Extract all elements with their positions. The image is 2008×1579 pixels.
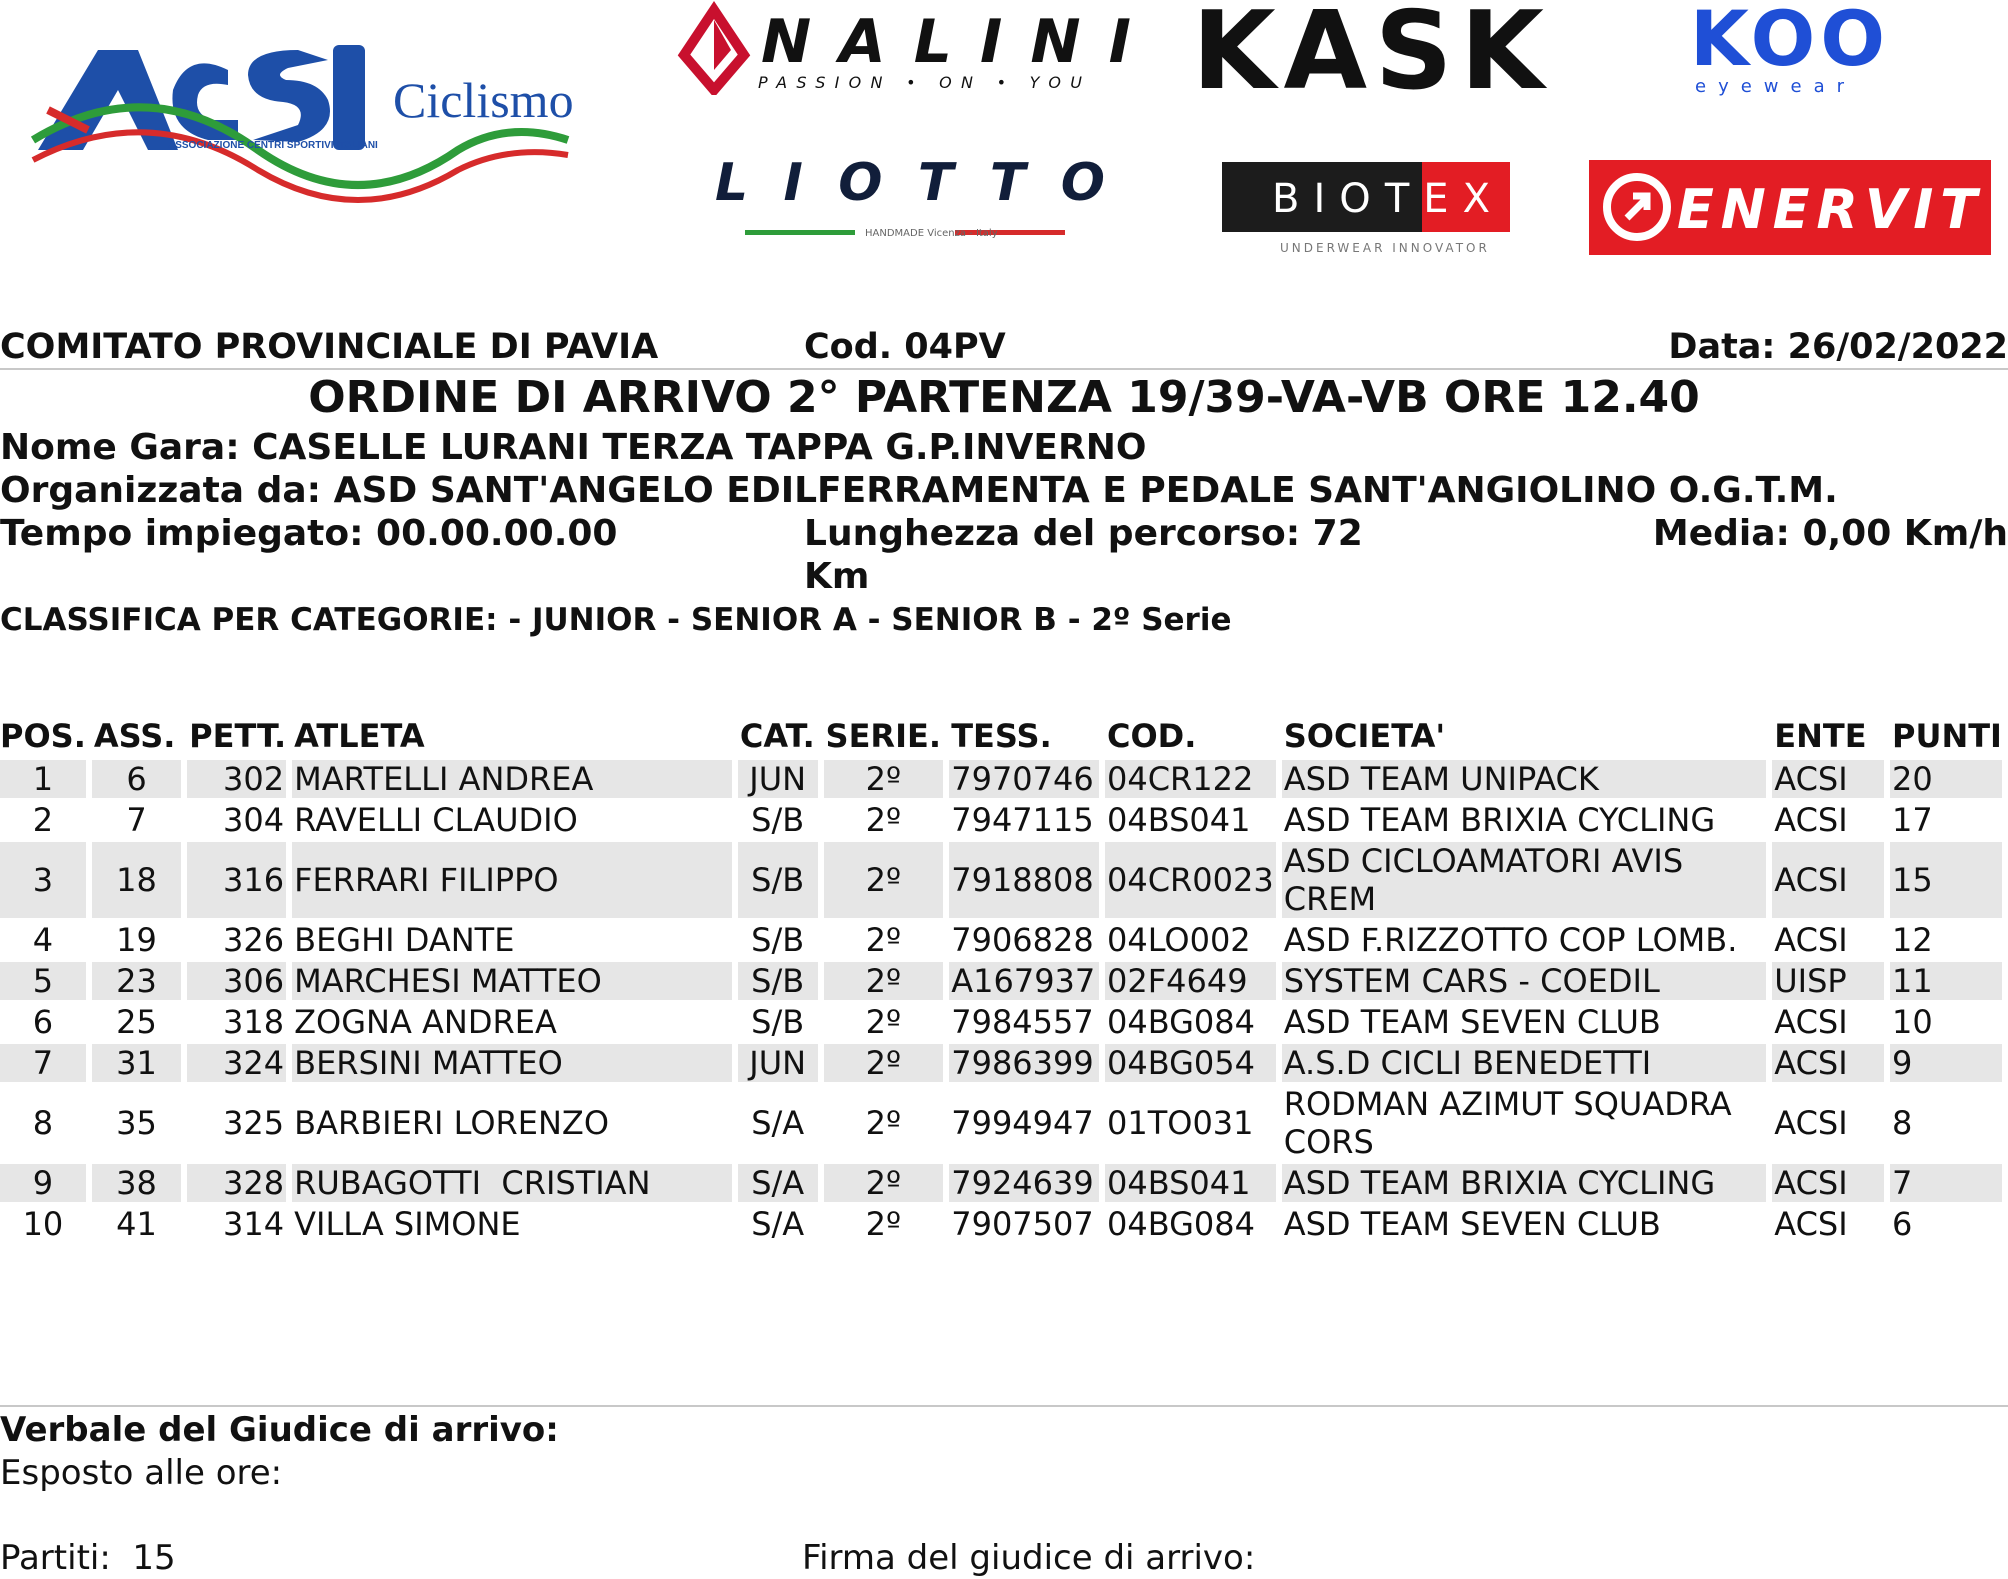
cell-ass: 19 <box>116 921 157 959</box>
cell-cat: S/B <box>738 962 818 1000</box>
cell-cod: 04CR122 <box>1105 760 1276 798</box>
cell-tess: 7947115 <box>951 801 1094 839</box>
elapsed-time: Tempo impiegato: 00.00.00.00 <box>0 513 618 554</box>
cell-pos: 1 <box>0 760 86 798</box>
cell-cod: 04LO002 <box>1106 921 1251 959</box>
cell-ente: ACSI <box>1772 1044 1884 1082</box>
cell-serie: 2º <box>824 842 944 918</box>
firma-label: Firma del giudice di arrivo: <box>802 1538 1256 1578</box>
col-ass: ASS. <box>93 717 176 755</box>
cell-pos: 7 <box>0 1044 86 1082</box>
race-name: Nome Gara: CASELLE LURANI TERZA TAPPA G.P.INVERNO <box>0 427 1147 468</box>
table-row <box>0 1085 2002 1161</box>
cell-atleta: MARTELLI ANDREA <box>292 760 732 798</box>
verbale-label: Verbale del Giudice di arrivo: <box>0 1410 559 1450</box>
cell-cod: 04BG054 <box>1105 1044 1276 1082</box>
cell-societa: SYSTEM CARS - COEDIL <box>1282 962 1767 1000</box>
cell-cod: 04BG084 <box>1106 1003 1255 1041</box>
cell-tess: 7924639 <box>949 1164 1099 1202</box>
cell-ass: 41 <box>116 1205 157 1243</box>
cell-punti: 20 <box>1890 760 2002 798</box>
page-title: ORDINE DI ARRIVO 2° PARTENZA 19/39-VA-VB ORE 12.40 <box>308 372 1700 423</box>
cell-pett: 314 <box>223 1205 285 1243</box>
cell-cat: S/B <box>751 801 805 839</box>
cell-tess: 7984557 <box>951 1003 1094 1041</box>
cell-serie: 2º <box>824 962 944 1000</box>
col-atleta: ATLETA <box>294 717 425 755</box>
cell-tess: 7986399 <box>949 1044 1099 1082</box>
cell-serie: 2º <box>824 1044 944 1082</box>
cell-cod: 04BS041 <box>1105 1164 1276 1202</box>
cell-ass: 25 <box>116 1003 157 1041</box>
cell-cod: 04BS041 <box>1106 801 1251 839</box>
cell-cat: S/B <box>738 842 818 918</box>
cell-ass: 35 <box>116 1104 157 1142</box>
course-length-unit: Km <box>804 556 870 597</box>
cell-serie: 2º <box>865 1003 902 1041</box>
col-tess: TESS. <box>951 717 1052 755</box>
cell-societa: ASD TEAM SEVEN CLUB <box>1283 1205 1661 1243</box>
cell-punti: 11 <box>1890 962 2002 1000</box>
svg-text:PASSION • ON • YOU: PASSION • ON • YOU <box>758 73 1088 92</box>
cell-societa: ASD TEAM SEVEN CLUB <box>1283 1003 1661 1041</box>
cell-atleta: VILLA SIMONE <box>294 1205 521 1243</box>
cell-pett: 304 <box>223 801 285 839</box>
svg-text:KASK: KASK <box>1192 0 1544 95</box>
cell-pett: 328 <box>187 1164 286 1202</box>
cell-tess: 7907507 <box>951 1205 1094 1243</box>
svg-text:UNDERWEAR INNOVATOR: UNDERWEAR INNOVATOR <box>1280 241 1490 255</box>
cell-pos: 6 <box>32 1003 54 1041</box>
cell-pos: 8 <box>32 1104 54 1142</box>
biotex-logo <box>1222 162 1510 258</box>
cell-pett: 316 <box>187 842 286 918</box>
col-serie: SERIE. <box>825 717 941 755</box>
cell-atleta: RAVELLI CLAUDIO <box>294 801 578 839</box>
cell-atleta: MARCHESI MATTEO <box>292 962 732 1000</box>
cell-cod: 01TO031 <box>1106 1104 1254 1142</box>
cell-ente: ACSI <box>1772 1164 1884 1202</box>
cell-societa: A.S.D CICLI BENEDETTI <box>1282 1044 1767 1082</box>
table-row <box>0 760 2002 798</box>
cell-serie: 2º <box>824 1164 944 1202</box>
col-cod: COD. <box>1106 717 1197 755</box>
cell-punti: 10 <box>1892 1003 1933 1041</box>
svg-text:KOO: KOO <box>1690 0 1885 83</box>
cell-cat: S/A <box>751 1104 805 1142</box>
cell-cod: 04BG084 <box>1106 1205 1255 1243</box>
cell-cat: S/B <box>751 1003 805 1041</box>
cell-cat: S/B <box>751 921 805 959</box>
cell-punti: 17 <box>1892 801 1933 839</box>
cell-tess: 7918808 <box>949 842 1099 918</box>
cell-cat: S/A <box>751 1205 805 1243</box>
cell-serie: 2º <box>865 801 902 839</box>
cell-serie: 2º <box>865 921 902 959</box>
classification-title: CLASSIFICA PER CATEGORIE: - JUNIOR - SENIOR A - SENIOR B - 2º Serie <box>0 602 1232 638</box>
cell-ente: ACSI <box>1772 842 1884 918</box>
cell-tess: 7970746 <box>949 760 1099 798</box>
cell-pett: 326 <box>223 921 285 959</box>
cell-ente: ACSI <box>1774 1104 1848 1142</box>
cell-societa: RODMAN AZIMUT SQUADRA CORS <box>1283 1085 1732 1161</box>
cell-ente: ACSI <box>1774 1205 1848 1243</box>
cell-societa: ASD TEAM BRIXIA CYCLING <box>1283 801 1716 839</box>
cell-tess: 7906828 <box>951 921 1094 959</box>
enervit-logo <box>1589 160 1991 255</box>
table-row <box>0 1044 2002 1082</box>
col-cat: CAT. <box>739 717 815 755</box>
svg-text:BIOTEX: BIOTEX <box>1272 176 1490 222</box>
kask-logo <box>1192 0 1552 95</box>
cell-tess: A167937 <box>949 962 1099 1000</box>
cell-pos: 10 <box>22 1205 64 1243</box>
cell-ass: 18 <box>92 842 181 918</box>
cell-ente: ACSI <box>1774 921 1848 959</box>
cell-cat: JUN <box>738 760 818 798</box>
cell-pett: 302 <box>187 760 286 798</box>
cell-serie: 2º <box>824 760 944 798</box>
col-punti: PUNTI <box>1892 717 2002 755</box>
cell-ente: ACSI <box>1772 760 1884 798</box>
cell-pos: 9 <box>0 1164 86 1202</box>
header-divider <box>0 368 2008 370</box>
svg-text:eyewear: eyewear <box>1695 76 1857 97</box>
koo-logo <box>1690 0 1890 100</box>
cell-pett: 306 <box>187 962 286 1000</box>
svg-text:NALINI: NALINI <box>761 7 1131 77</box>
cell-atleta: FERRARI FILIPPO <box>292 842 732 918</box>
cell-atleta: BARBIERI LORENZO <box>294 1104 610 1142</box>
acsi-ciclismo-logo <box>28 30 608 230</box>
organizer: Organizzata da: ASD SANT'ANGELO EDILFERRAMENTA E PEDALE SANT'ANGIOLINO O.G.T.M. <box>0 470 1838 511</box>
cell-pos: 3 <box>0 842 86 918</box>
footer-divider <box>0 1405 2008 1407</box>
cell-ass: 31 <box>92 1044 181 1082</box>
col-ente: ENTE <box>1774 717 1867 755</box>
cell-ente: ACSI <box>1774 801 1848 839</box>
cell-pos: 4 <box>32 921 54 959</box>
cell-ass: 7 <box>126 801 147 839</box>
cell-cod: 04CR0023 <box>1105 842 1276 918</box>
svg-text:ENERVIT: ENERVIT <box>1677 178 1977 241</box>
table-row <box>0 842 2002 918</box>
results-table <box>0 712 2008 1246</box>
cell-ente: ACSI <box>1774 1003 1848 1041</box>
col-pos: POS. <box>0 717 86 755</box>
cell-atleta: ZOGNA ANDREA <box>294 1003 557 1041</box>
cell-ass: 6 <box>92 760 181 798</box>
cell-pett: 324 <box>187 1044 286 1082</box>
table-row <box>0 1164 2002 1202</box>
cell-punti: 15 <box>1890 842 2002 918</box>
acsi-ciclismo-text: Ciclismo <box>393 72 574 128</box>
svg-text:LIOTTO: LIOTTO <box>715 153 1105 213</box>
col-societa: SOCIETA' <box>1283 717 1446 755</box>
committee-name: COMITATO PROVINCIALE DI PAVIA <box>0 327 659 367</box>
cell-ente: UISP <box>1772 962 1884 1000</box>
table-row <box>0 801 2002 839</box>
cell-atleta: RUBAGOTTI CRISTIAN <box>292 1164 732 1202</box>
cell-societa: ASD F.RIZZOTTO COP LOMB. <box>1283 921 1738 959</box>
cell-serie: 2º <box>865 1104 902 1142</box>
table-row <box>0 1205 2002 1243</box>
cell-pos: 2 <box>32 801 54 839</box>
cell-punti: 7 <box>1890 1164 2002 1202</box>
cell-pos: 5 <box>0 962 86 1000</box>
cell-punti: 8 <box>1892 1104 1913 1142</box>
cell-pett: 325 <box>223 1104 285 1142</box>
cell-cat: JUN <box>738 1044 818 1082</box>
esposto-label: Esposto alle ore: <box>0 1453 283 1493</box>
cell-cod: 02F4649 <box>1105 962 1276 1000</box>
cell-tess: 7994947 <box>951 1104 1094 1142</box>
cell-ass: 23 <box>92 962 181 1000</box>
partiti-count: Partiti: 15 <box>0 1538 176 1578</box>
race-date: Data: 26/02/2022 <box>1668 327 2008 367</box>
table-header-row <box>0 715 2002 757</box>
cell-atleta: BEGHI DANTE <box>294 921 515 959</box>
svg-text:HANDMADE Vicenza - Italy: HANDMADE Vicenza - Italy <box>865 228 998 239</box>
col-pett: PETT. <box>189 717 287 755</box>
course-length: Lunghezza del percorso: 72 <box>804 513 1363 554</box>
cell-punti: 6 <box>1892 1205 1913 1243</box>
cell-punti: 9 <box>1890 1044 2002 1082</box>
table-row <box>0 921 2002 959</box>
cell-atleta: BERSINI MATTEO <box>292 1044 732 1082</box>
cell-pett: 318 <box>223 1003 285 1041</box>
cell-cat: S/A <box>738 1164 818 1202</box>
liotto-logo <box>710 150 1110 260</box>
cell-societa: ASD TEAM UNIPACK <box>1282 760 1767 798</box>
committee-code: Cod. 04PV <box>804 327 1006 367</box>
cell-serie: 2º <box>865 1205 902 1243</box>
nalini-logo <box>676 0 1141 95</box>
average-speed: Media: 0,00 Km/h <box>1652 513 2008 554</box>
cell-societa: ASD CICLOAMATORI AVIS CREM <box>1282 842 1767 918</box>
cell-societa: ASD TEAM BRIXIA CYCLING <box>1282 1164 1767 1202</box>
svg-text:ASSOCIAZIONE CENTRI SPORTIVI I: ASSOCIAZIONE CENTRI SPORTIVI ITALIANI <box>168 140 378 151</box>
cell-ass: 38 <box>92 1164 181 1202</box>
table-row <box>0 1003 2002 1041</box>
table-row <box>0 962 2002 1000</box>
cell-punti: 12 <box>1892 921 1933 959</box>
